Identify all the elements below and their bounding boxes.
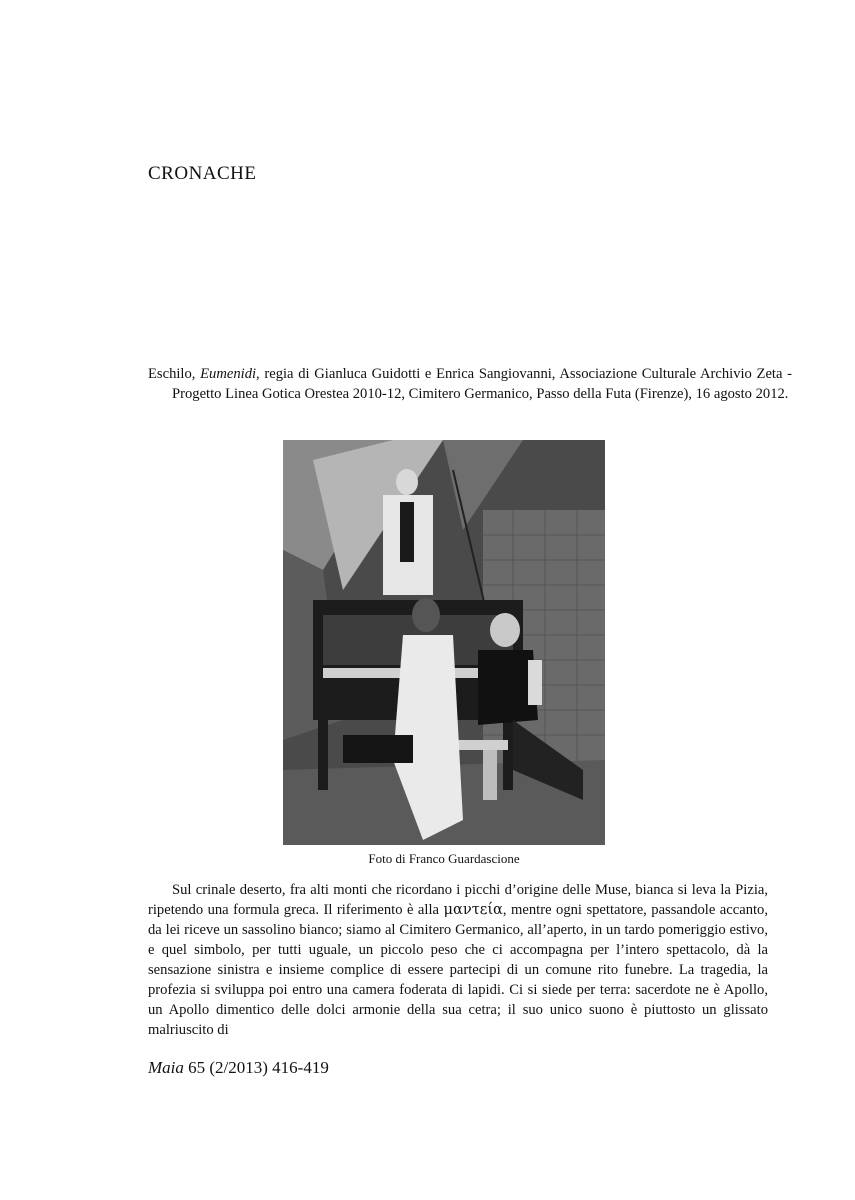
stage-photo-image xyxy=(283,440,605,845)
section-title: CRONACHE xyxy=(148,163,257,184)
journal-info: 65 (2/2013) 416-419 xyxy=(183,1058,329,1077)
body-paragraph: Sul crinale deserto, fra alti monti che ricordano i picchi d’origine delle Muse, bianca si leva la Pizia, ripetendo una formula greca. Il riferimento è alla μαντεία, mentre ogni spettatore, passandole accanto, da lei riceve un sassolino bianco; siamo al Cimitero Germanico, all’aperto, in un tardo pomeriggio estivo, e quel simbolo, per tutti uguale, un piccolo peso che ci accompagna per l’intero spettacolo, dà la sensazione sinistra e insieme complice di essere partecipi di un comune rito funebre. La tragedia, la profezia si sviluppa poi entro una camera foderata di lapidi. Ci si siede per terra: sacerdote ne è Apollo, un Apollo dimentico delle dolci armonie della sua cetra; il suo unico suono è piuttosto un glissato malriuscito di xyxy=(148,882,768,1038)
citation-work-title: Eumenidi xyxy=(200,366,257,382)
photo-caption: Foto di Franco Guardascione xyxy=(368,851,520,866)
stage-photo xyxy=(283,440,605,845)
journal-footer xyxy=(148,1058,329,1078)
journal-name: Maia xyxy=(148,1058,184,1077)
citation-details: , regia di Gianluca Guidotti e Enrica Sangiovanni, Associazione Culturale Archivio Zeta - Progetto Linea Gotica Orestea 2010-12, Cimitero Germanico, Passo della Futa (Firenze), 16 agosto 2012. xyxy=(172,366,792,402)
review-citation xyxy=(148,364,792,404)
citation-author: Eschilo, xyxy=(148,366,201,382)
greek-term: μαντεία xyxy=(443,901,503,918)
article-body xyxy=(148,880,768,1040)
